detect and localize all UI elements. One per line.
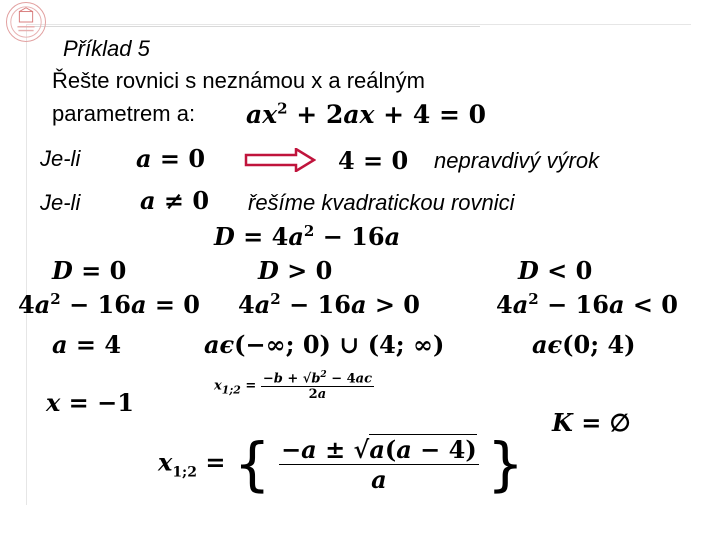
case1-comment: nepravdivý výrok — [434, 148, 600, 173]
col1-case: D = 0 — [52, 256, 127, 285]
instruction-text: Řešte rovnici s neznámou x a reálným — [52, 68, 425, 93]
col3-solution: K = ∅ — [552, 408, 631, 437]
col1-param: a = 4 — [52, 330, 122, 359]
discriminant-formula: $D = 4a^2 - 16a$ — [214, 222, 401, 251]
col2-param: aϵ(−∞; 0) ∪ (4; ∞) — [204, 330, 445, 359]
case2-label: Je-li — [40, 190, 81, 215]
case2-comment: řešíme kvadratickou rovnici — [248, 190, 515, 215]
right-double-arrow-icon — [244, 148, 316, 177]
col3-param: aϵ(0; 4) — [532, 330, 636, 359]
school-logo-icon — [6, 2, 46, 42]
main-equation: $ax^2 + 2ax + 4 = 0$ — [246, 99, 487, 129]
col1-inequality: $4a^2 - 16a = 0$ — [18, 290, 201, 319]
col2-case: D > 0 — [258, 256, 333, 285]
case1-condition: a = 0 — [136, 144, 206, 173]
col2-inequality: $4a^2 - 16a > 0$ — [238, 290, 421, 319]
case2-condition: a ≠ 0 — [140, 186, 210, 215]
instruction-text-line2: parametrem a: — [52, 101, 196, 126]
slide-top-rule — [30, 26, 480, 27]
quadratic-formula: $x_{1;2}$ = $\frac{-b + √b^2 - 4ac}{2a}$ — [214, 370, 373, 403]
col2-solution: $x_{1;2}$ = { $\frac{-a \pm √a(a - 4)}{a}$ } — [158, 430, 524, 498]
col1-solution: x = −1 — [46, 388, 134, 417]
example-title: Příklad 5 — [63, 36, 150, 61]
col3-case: D < 0 — [518, 256, 593, 285]
case1-label: Je-li — [40, 146, 81, 171]
col3-inequality: $4a^2 - 16a < 0$ — [496, 290, 679, 319]
case1-result: 4 = 0 — [338, 146, 409, 175]
